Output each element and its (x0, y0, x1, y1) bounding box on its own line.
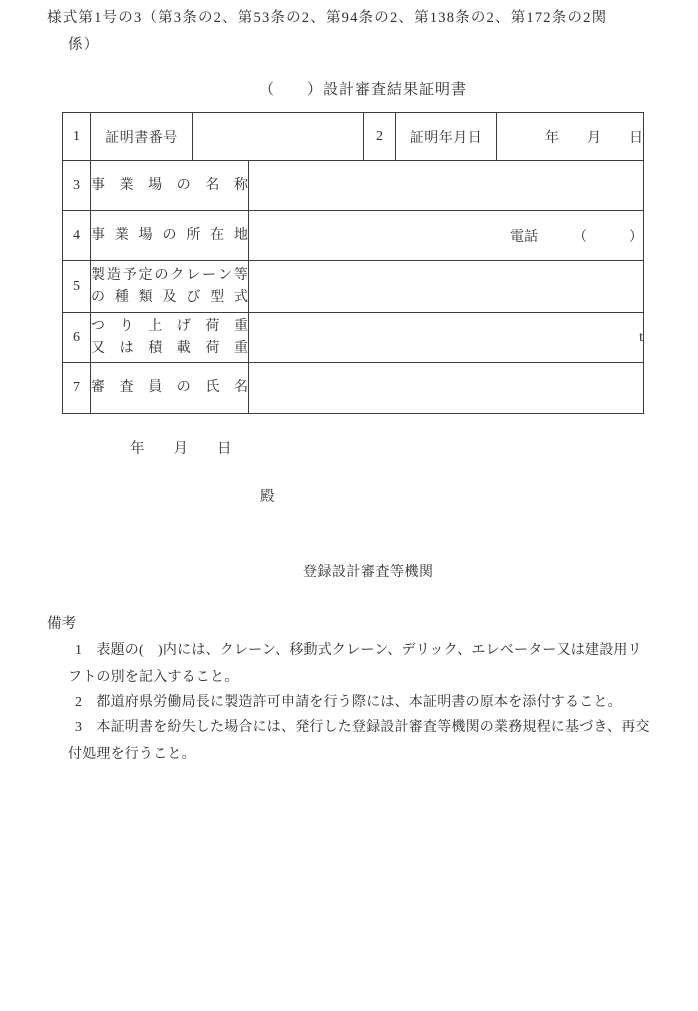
form-title: （ ）設計審査結果証明書 (258, 82, 467, 98)
item-number-2: 2 (364, 113, 396, 161)
item-number-4: 4 (63, 211, 91, 261)
form-style-header-line1: 様式第1号の3（第3条の2、第53条の2、第94条の2、第138条の2、第172条の2関 (47, 10, 608, 26)
workplace-address-value (249, 211, 644, 261)
phone-placeholder: 電話 （ ） (510, 229, 643, 245)
note-1-line-2: フトの別を記入すること。 (68, 670, 239, 685)
certificate-date-value: 年 月 日 (497, 113, 644, 161)
ton-unit-label: t (639, 329, 643, 345)
examiner-name-value (249, 363, 644, 414)
issuing-agency-line: 登録設計審査等機関 (303, 565, 434, 580)
item-number-7: 7 (63, 363, 91, 414)
note-1-line-1: 1 表題の( )内には、クレーン、移動式クレーン、デリック、エレベーター又は建設用リ (75, 643, 642, 658)
item-number-6: 6 (63, 313, 91, 363)
note-2-line-1: 2 都道府県労働局長に製造許可申請を行う際には、本証明書の原本を添付すること。 (75, 695, 622, 710)
table-row-workplace-address (63, 211, 644, 261)
certificate-date-label: 証明年月日 (396, 113, 497, 161)
table-row-lifting-load (63, 313, 644, 363)
table-row-workplace-name (63, 161, 644, 211)
crane-type-label: 製 造 予 定 の ク レ ー ン 等 の 種 類 及 び 型 式 (91, 261, 249, 313)
note-3-line-2: 付処理を行うこと。 (68, 747, 196, 762)
recipient-honorific: 殿 (260, 489, 275, 505)
workplace-address-label: 事 業 場 の 所 在 地 (91, 211, 249, 261)
table-row-certificate-number-and-date (63, 113, 644, 161)
note-3-line-1: 3 本証明書を紛失した場合には、発行した登録設計審査等機関の業務規程に基づき、再交 (75, 720, 650, 735)
form-style-header-line2: 係） (68, 37, 100, 53)
item-number-1: 1 (63, 113, 91, 161)
table-row-crane-type (63, 261, 644, 313)
certificate-number-label: 証明書番号 (91, 113, 193, 161)
workplace-name-label: 事 業 場 の 名 称 (91, 161, 249, 211)
issue-date-line: 年 月 日 (130, 441, 232, 457)
workplace-name-value (249, 161, 644, 211)
certificate-table (62, 112, 644, 414)
lifting-load-label: つ り 上 げ 荷 重 又 は 積 載 荷 重 (91, 313, 249, 363)
lifting-load-value (249, 313, 644, 363)
examiner-name-label: 審 査 員 の 氏 名 (91, 363, 249, 414)
table-row-examiner-name (63, 363, 644, 414)
notes-heading: 備考 (47, 616, 77, 632)
item-number-3: 3 (63, 161, 91, 211)
item-number-5: 5 (63, 261, 91, 313)
certificate-number-value (193, 113, 364, 161)
crane-type-value (249, 261, 644, 313)
